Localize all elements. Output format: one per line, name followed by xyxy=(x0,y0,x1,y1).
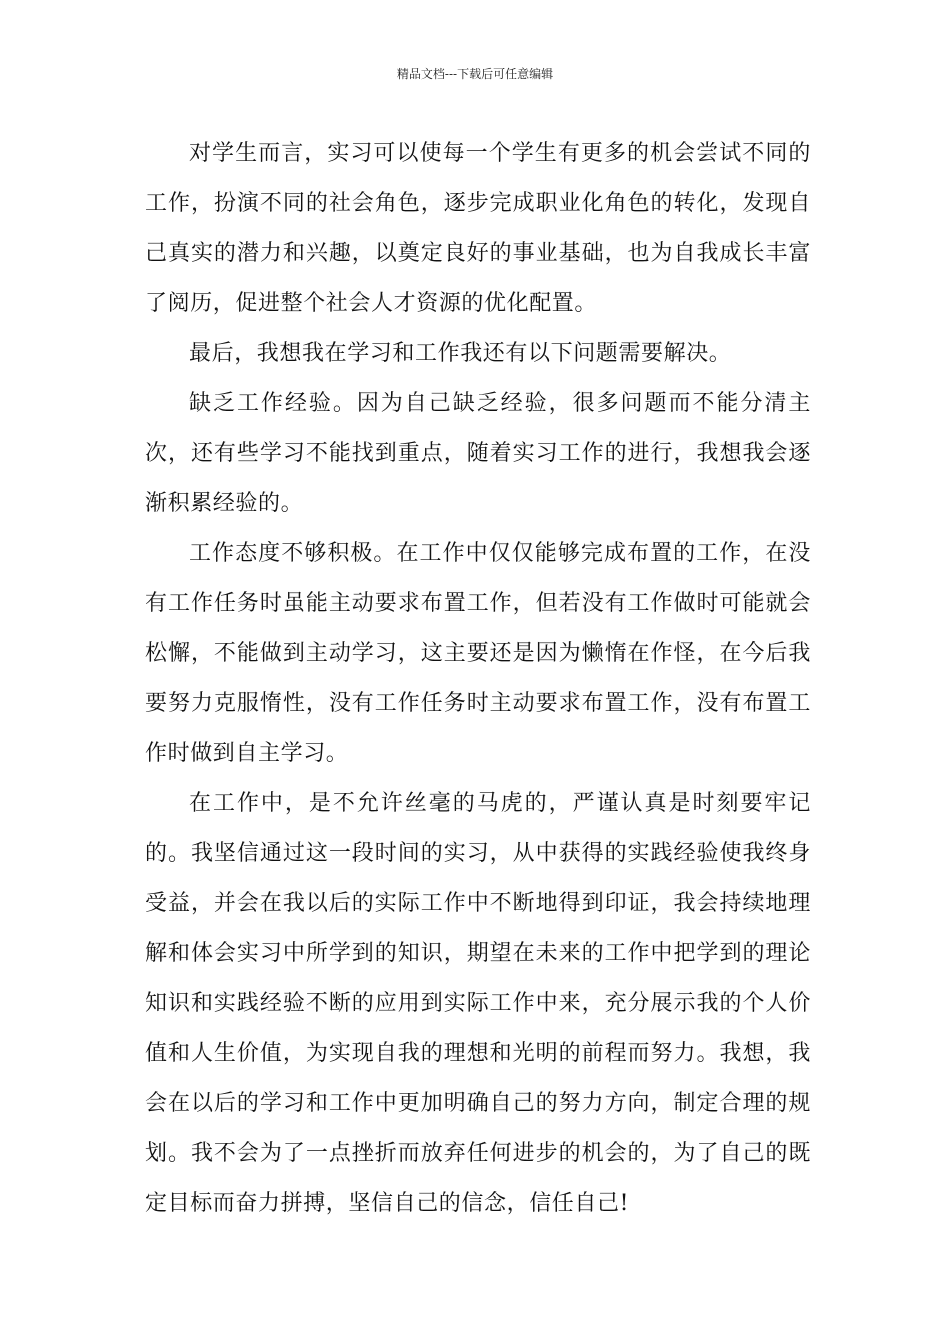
paragraph-conclusion: 在工作中，是不允许丝毫的马虎的，严谨认真是时刻要牢记的。我坚信通过这一段时间的实习，从中获得的实践经验使我终身受益，并会在我以后的实际工作中不断地得到印证，我会持续地理解和体会实习中所学到的知识，期望在未来的工作中把学到的理论知识和实践经验不断的应用到实际工作中来，充分展示我的个人价值和人生价值，为实现自我的理想和光明的前程而努力。我想，我会在以后的学习和工作中更加明确自己的努力方向，制定合理的规划。我不会为了一点挫折而放弃任何进步的机会的，为了自己的既定目标而奋力拼搏，坚信自己的信念，信任自己! xyxy=(145,791,811,1216)
paragraph-work-attitude: 工作态度不够积极。在工作中仅仅能够完成布置的工作，在没有工作任务时虽能主动要求布置工作，但若没有工作做时可能就会松懈，不能做到主动学习，这主要还是因为懒惰在作怪，在今后我要努力克服惰性，没有工作任务时主动要求布置工作，没有布置工作时做到自主学习。 xyxy=(145,541,811,766)
paragraph-internship-benefits: 对学生而言，实习可以使每一个学生有更多的机会尝试不同的工作，扮演不同的社会角色，逐步完成职业化角色的转化，发现自己真实的潜力和兴趣，以奠定良好的事业基础，也为自我成长丰富了阅历，促进整个社会人才资源的优化配置。 xyxy=(145,141,811,316)
paragraph-lack-experience: 缺乏工作经验。因为自己缺乏经验，很多问题而不能分清主次，还有些学习不能找到重点，随着实习工作的进行，我想我会逐渐积累经验的。 xyxy=(145,391,811,516)
page-header: 精品文档---下载后可任意编辑 xyxy=(396,67,554,81)
document-body xyxy=(145,129,811,1229)
paragraph-problems-intro: 最后，我想我在学习和工作我还有以下问题需要解决。 xyxy=(189,341,732,366)
